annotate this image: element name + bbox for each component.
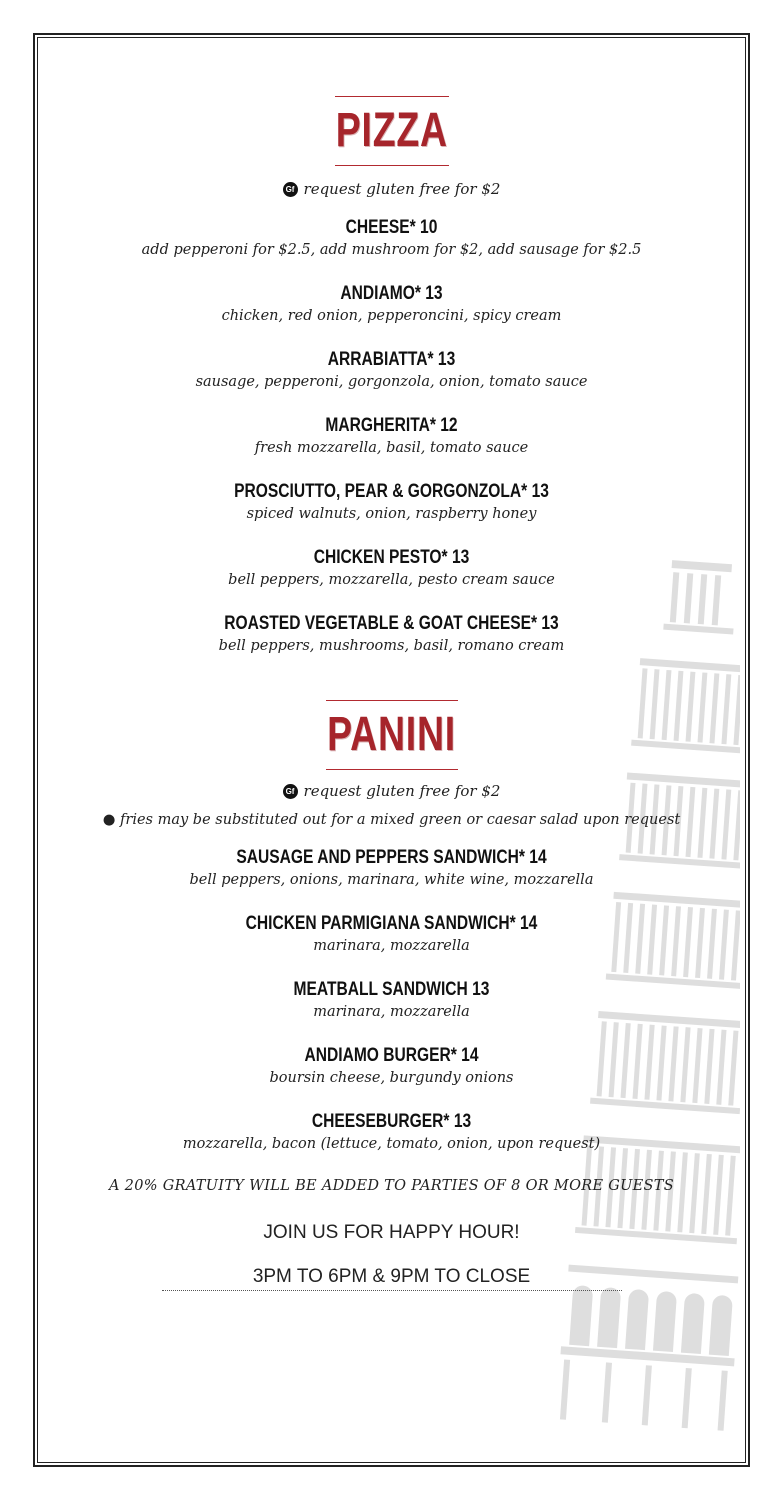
pizza-title-block [320, 96, 464, 166]
menu-item-description: marinara, mozzarella [313, 1004, 470, 1020]
menu-item [40, 978, 743, 1022]
menu-item [40, 414, 743, 458]
menu-item-description: chicken, red onion, pepperoncini, spicy cream [221, 308, 562, 324]
menu-item [40, 846, 743, 890]
menu-item [40, 546, 743, 590]
pizza-title: PIZZA [335, 104, 448, 157]
menu-item-name: MARGHERITA* 12 [325, 415, 458, 436]
gluten-free-icon: Gf [283, 784, 298, 799]
menu-item-description: add pepperoni for $2.5, add mushroom for $2, add sausage for $2.5 [141, 242, 642, 258]
menu-item [40, 348, 743, 392]
panini-gluten-free-note [40, 782, 743, 800]
menu-item [40, 216, 743, 260]
menu-item-name: PROSCIUTTO, PEAR & GORGONZOLA* 13 [234, 481, 549, 502]
menu-content [40, 40, 743, 1291]
menu-item-description: sausage, pepperoni, gorgonzola, onion, tomato sauce [195, 374, 588, 390]
gluten-free-text: request gluten free for $2 [303, 180, 501, 198]
menu-item-description: spiced walnuts, onion, raspberry honey [246, 506, 537, 522]
panini-title: PANINI [327, 708, 456, 761]
menu-item-name: ANDIAMO* 13 [340, 283, 443, 304]
menu-item-description: mozzarella, bacon (lettuce, tomato, onion, upon request) [182, 1136, 601, 1152]
menu-item-name: CHICKEN PESTO* 13 [313, 547, 470, 568]
menu-item-description: bell peppers, mushrooms, basil, romano cream [218, 638, 565, 654]
menu-item [40, 912, 743, 956]
menu-item-name: ROASTED VEGETABLE & GOAT CHEESE* 13 [224, 613, 559, 634]
menu-item-description: bell peppers, mozzarella, pesto cream sauce [228, 572, 555, 588]
pizza-gluten-free-note [40, 180, 743, 198]
menu-item-name: ARRABIATTA* 13 [327, 349, 456, 370]
fries-substitution-note: ● fries may be substituted out for a mixed green or caesar salad upon request [102, 812, 681, 828]
happy-hour-heading: JOIN US FOR HAPPY HOUR! [263, 1222, 520, 1243]
panini-items-list [40, 846, 743, 1154]
title-rule-bottom [326, 769, 458, 770]
menu-item-description: bell peppers, onions, marinara, white wine, mozzarella [189, 872, 594, 888]
menu-item-name: CHEESEBURGER* 13 [311, 1111, 472, 1132]
title-rule-top [326, 700, 458, 701]
menu-item [40, 1044, 743, 1088]
panini-title-block [309, 700, 474, 770]
menu-item-name: ANDIAMO BURGER* 14 [304, 1045, 479, 1066]
menu-item-name: CHICKEN PARMIGIANA SANDWICH* 14 [245, 913, 538, 934]
happy-hour-times: 3PM TO 6PM & 9PM TO CLOSE [252, 1266, 531, 1287]
panini-section [40, 656, 743, 1154]
pizza-section [40, 40, 743, 656]
pizza-items-list [40, 216, 743, 656]
menu-item-name: MEATBALL SANDWICH 13 [293, 979, 490, 1000]
menu-item-description: marinara, mozzarella [313, 938, 470, 954]
title-rule-bottom [335, 165, 449, 166]
title-rule-top [335, 96, 449, 97]
menu-item [40, 612, 743, 656]
menu-item [40, 282, 743, 326]
gratuity-notice: A 20% GRATUITY WILL BE ADDED TO PARTIES OF 8 OR MORE GUESTS [109, 1178, 674, 1194]
menu-item-description: fresh mozzarella, basil, tomato sauce [254, 440, 529, 456]
menu-item [40, 480, 743, 524]
dotted-divider [162, 1290, 622, 1291]
gluten-free-text: request gluten free for $2 [303, 782, 501, 800]
menu-item-name: SAUSAGE AND PEPPERS SANDWICH* 14 [236, 847, 547, 868]
menu-item [40, 1110, 743, 1154]
gluten-free-icon: Gf [283, 182, 298, 197]
menu-item-name: CHEESE* 10 [345, 217, 438, 238]
menu-item-description: boursin cheese, burgundy onions [269, 1070, 514, 1086]
